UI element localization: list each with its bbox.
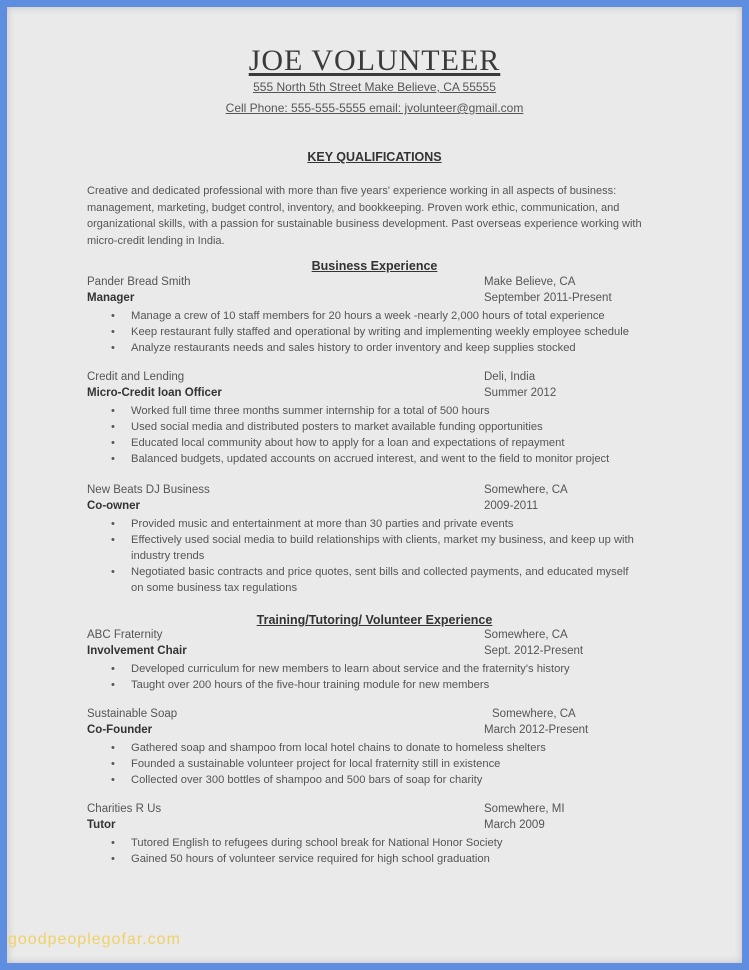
summary-line: micro-credit lending in India. xyxy=(87,234,225,247)
key-qualifications-heading: KEY QUALIFICATIONS xyxy=(307,150,442,164)
job-organization: Sustainable Soap xyxy=(87,708,178,720)
job-dates: Sept. 2012-Present xyxy=(484,645,584,657)
job-organization: ABC Fraternity xyxy=(87,629,163,641)
job-entry xyxy=(0,276,749,356)
qualifications-summary xyxy=(87,183,657,249)
contact-line: Cell Phone: 555-555-5555 email: jvolunteer@gmail.com xyxy=(225,101,524,115)
job-dates: September 2011-Present xyxy=(484,292,612,304)
summary-line: Creative and dedicated professional with more than five years' experience working in all aspects of business: xyxy=(87,185,617,197)
resume-name: JOE VOLUNTEER xyxy=(248,44,501,77)
job-dates: March 2009 xyxy=(484,819,545,831)
job-organization: New Beats DJ Business xyxy=(87,484,210,496)
job-location: Somewhere, CA xyxy=(484,484,568,496)
bullet-item: • Educated local community about how to apply for a loan and expectations of repayment xyxy=(111,437,565,449)
summary-line: management, marketing, budget control, inventory, and bookkeeping. Proven work ethic, communication, and xyxy=(87,201,620,214)
job-entry xyxy=(0,371,749,467)
training-experience-heading: Training/Tutoring/ Volunteer Experience xyxy=(256,613,493,627)
bullet-item: • Developed curriculum for new members to learn about service and the fraternity's history xyxy=(111,663,570,675)
job-entry xyxy=(0,484,749,596)
job-bullets xyxy=(0,835,749,867)
job-role: Involvement Chair xyxy=(87,645,187,657)
job-dates: 2009-2011 xyxy=(484,500,539,512)
bullet-item: • Manage a crew of 10 staff members for 20 hours a week -nearly 2,000 hours of total experience xyxy=(111,310,605,322)
job-dates: Summer 2012 xyxy=(484,387,557,399)
bullet-item: • Founded a sustainable volunteer project for local fraternity still in existence xyxy=(111,758,501,770)
job-entry xyxy=(0,629,749,693)
job-location: Make Believe, CA xyxy=(484,276,576,288)
site-watermark: goodpeoplegofar.com xyxy=(8,931,181,948)
job-bullets xyxy=(0,661,749,693)
bullet-item: • Effectively used social media to build relationships with clients, market my business, and keep up with industry trends xyxy=(111,534,634,562)
job-role: Manager xyxy=(87,292,135,304)
job-location: Deli, India xyxy=(484,371,536,383)
bullet-item: • Keep restaurant fully staffed and operational by writing and implementing weekly employee schedule xyxy=(111,326,629,338)
job-location: Somewhere, CA xyxy=(484,629,568,641)
job-entry xyxy=(0,803,749,867)
job-bullets xyxy=(0,516,749,596)
job-bullets xyxy=(0,308,749,356)
job-role: Micro-Credit loan Officer xyxy=(87,387,222,399)
bullet-item: • Gained 50 hours of volunteer service required for high school graduation xyxy=(111,853,490,865)
job-bullets xyxy=(0,740,749,788)
bullet-item: • Worked full time three months summer internship for a total of 500 hours xyxy=(111,405,490,417)
job-role: Tutor xyxy=(87,819,116,831)
bullet-item: • Analyze restaurants needs and sales history to order inventory and keep supplies stocked xyxy=(111,342,576,354)
address-line: 555 North 5th Street Make Believe, CA 55555 xyxy=(253,80,496,94)
job-organization: Pander Bread Smith xyxy=(87,276,191,288)
job-organization: Credit and Lending xyxy=(87,371,185,383)
bullet-item: • Collected over 300 bottles of shampoo and 500 bars of soap for charity xyxy=(111,774,483,786)
job-entry xyxy=(0,708,749,788)
job-role: Co-owner xyxy=(87,500,141,512)
job-location: Somewhere, MI xyxy=(484,803,565,815)
bullet-item: • Negotiated basic contracts and price quotes, sent bills and collected payments, and educated myself on some business tax regulations xyxy=(111,566,629,594)
bullet-item: • Taught over 200 hours of the five-hour training module for new members xyxy=(111,679,490,691)
bullet-item: • Tutored English to refugees during school break for National Honor Society xyxy=(111,837,503,849)
job-dates: March 2012-Present xyxy=(484,724,589,736)
job-organization: Charities R Us xyxy=(87,803,162,815)
job-bullets xyxy=(0,403,749,467)
job-role: Co-Founder xyxy=(87,724,153,736)
business-experience-heading: Business Experience xyxy=(311,259,438,273)
bullet-item: • Used social media and distributed posters to market available funding opportunities xyxy=(111,421,543,433)
job-location: Somewhere, CA xyxy=(492,708,576,720)
summary-line: organizational skills, with a passion for sustainable business development. Past overseas experience working with xyxy=(87,218,642,230)
bullet-item: • Gathered soap and shampoo from local hotel chains to donate to homeless shelters xyxy=(111,742,546,754)
bullet-item: • Provided music and entertainment at more than 30 parties and private events xyxy=(111,518,514,530)
bullet-item: • Balanced budgets, updated accounts on accrued interest, and went to the field to monitor project xyxy=(111,453,610,465)
